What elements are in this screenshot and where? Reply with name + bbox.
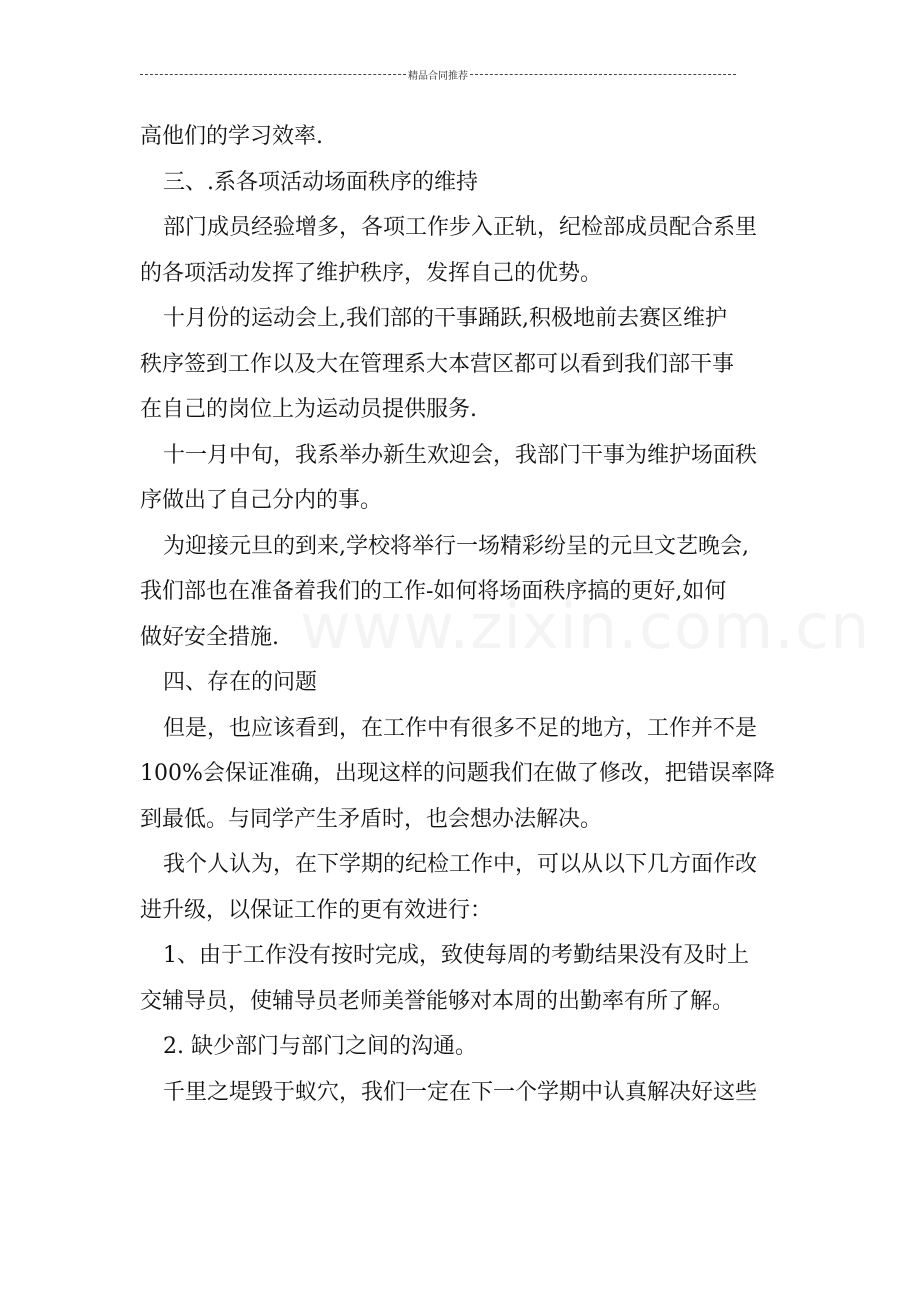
page-header (140, 66, 736, 82)
text-line: 十月份的运动会上,我们部的干事踊跃,积极地前去赛区维护 (163, 306, 727, 331)
text-line: 高他们的学习效率. (140, 124, 323, 149)
list-item-1: 1、由于工作没有按时完成，致使每周的考勤结果没有及时上 (163, 943, 749, 968)
text-line: 的各项活动发挥了维护秩序，发挥自己的优势。 (140, 260, 603, 286)
section-heading-4: 四、存在的问题 (163, 670, 318, 695)
text-line: 做好安全措施. (140, 624, 279, 650)
text-line: 十一月中旬，我系举办新生欢迎会，我部门干事为维护场面秩 (163, 442, 758, 468)
header-dashed-rule-left (140, 74, 406, 75)
header-label: 精品合同推荐 (408, 70, 468, 82)
header-dashed-rule-right (470, 74, 736, 75)
text-line: 我个人认为，在下学期的纪检工作中，可以从以下几方面作改 (163, 852, 758, 877)
document-body (140, 114, 790, 1115)
text-line: 100%会保证准确，出现这样的问题我们在做了修改，把错误率降 (140, 761, 775, 786)
text-line: 序做出了自己分内的事。 (140, 488, 383, 513)
text-line: 但是，也应该看到，在工作中有很多不足的地方，工作并不是 (163, 715, 758, 741)
text-line: 在自己的岗位上为运动员提供服务. (140, 397, 477, 422)
text-line: 部门成员经验增多，各项工作步入正轨，纪检部成员配合系里 (163, 215, 758, 240)
text-line: 交辅导员，使辅导员老师美誉能够对本周的出勤率有所了解。 (140, 988, 735, 1014)
text-line: 为迎接元旦的到来,学校将举行一场精彩纷呈的元旦文艺晚会, (163, 533, 749, 559)
section-heading-3: 三、.系各项活动场面秩序的维持 (163, 169, 478, 195)
list-item-2: 2. 缺少部门与部门之间的沟通。 (163, 1034, 477, 1059)
text-line: 我们部也在准备着我们的工作-如何将场面秩序搞的更好,如何 (140, 579, 727, 604)
text-line: 千里之堤毁于蚁穴，我们一定在下一个学期中认真解决好这些 (163, 1079, 758, 1105)
text-line: 进升级，以保证工作的更有效进行： (140, 897, 493, 923)
text-line: 秩序签到工作以及大在管理系大本营区都可以看到我们部干事 (140, 351, 735, 377)
text-line: 到最低。与同学产生矛盾时，也会想办法解决。 (140, 806, 603, 832)
